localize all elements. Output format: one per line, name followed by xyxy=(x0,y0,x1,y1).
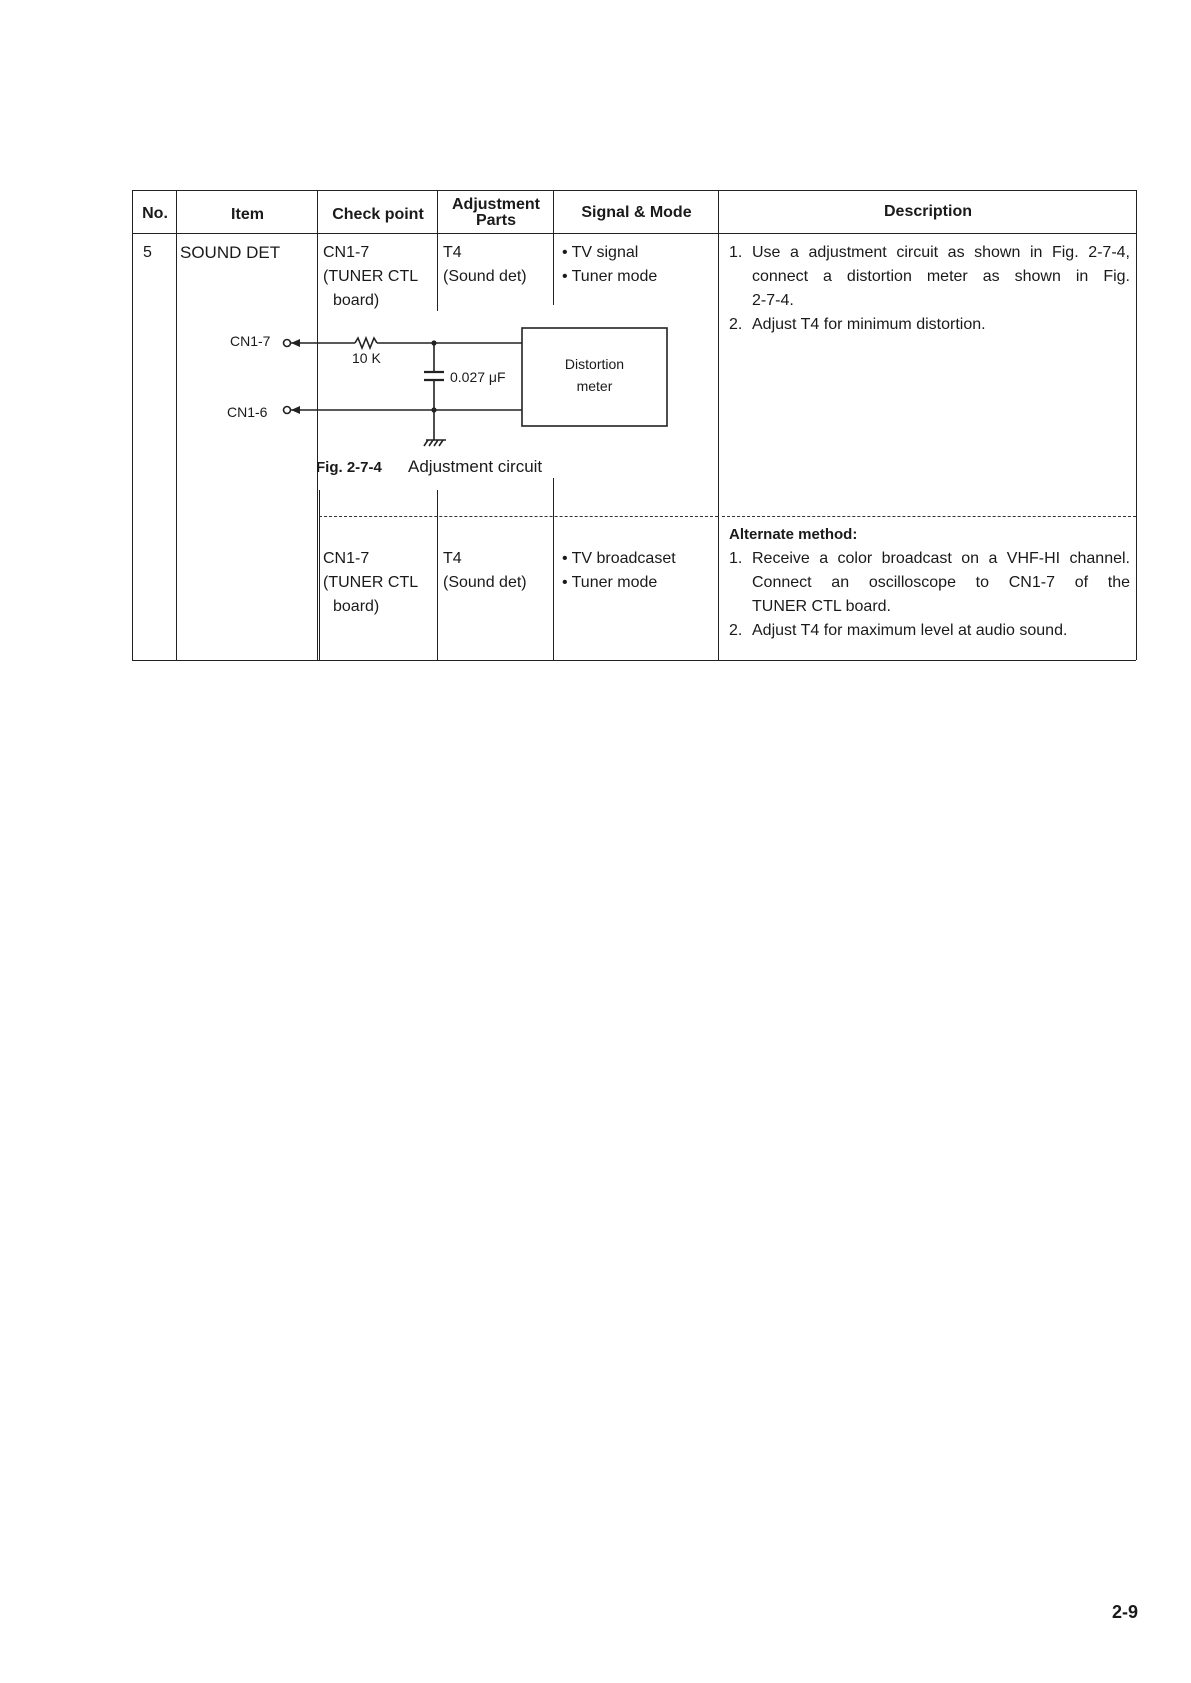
alt-step-2-line-1: Adjust T4 for maximum level at audio sound. xyxy=(752,622,1068,639)
adj-parts-line-1: T4 xyxy=(443,244,462,261)
meter-label-line-2: meter xyxy=(576,378,613,394)
alt-adj-parts-line-1: T4 xyxy=(443,550,462,567)
figure-caption-number: Fig. 2-7-4 xyxy=(316,459,382,476)
alt-step-1-line-1: Receive a color broadcast on a VHF-HI channel. xyxy=(752,550,1130,567)
arrow-top-icon xyxy=(291,339,300,347)
row-item: SOUND DET xyxy=(180,243,281,262)
alternate-method-title: Alternate method: xyxy=(729,526,858,543)
signal-mode-item-1: • TV signal xyxy=(562,243,638,263)
desc-step-1-line-1: Use a adjustment circuit as shown in Fig. 2-7-4, xyxy=(752,244,1130,261)
alt-step-1-number: 1. xyxy=(729,550,743,567)
alt-step-1-line-2: Connect an oscilloscope to CN1-7 of the xyxy=(752,574,1130,591)
header-adjustment-label: Adjustment xyxy=(452,196,540,213)
terminal-label-cn1-6: CN1-6 xyxy=(227,404,268,420)
alt-signal-mode-item-1: • TV broadcaset xyxy=(562,549,676,569)
desc-step-1-number: 1. xyxy=(729,244,743,261)
check-point-line-1: CN1-7 xyxy=(323,244,370,261)
check-point-line-2: (TUNER CTL xyxy=(323,268,419,285)
terminal-cn1-6-icon xyxy=(284,407,291,414)
header-signal-mode: Signal & Mode xyxy=(581,204,692,221)
row-number: 5 xyxy=(143,244,152,261)
arrow-bottom-icon xyxy=(291,406,300,414)
header-parts-label: Parts xyxy=(475,212,517,229)
desc-step-1-line-2: connect a distortion meter as shown in Fig. xyxy=(752,268,1130,285)
alt-step-1-line-3: TUNER CTL board. xyxy=(752,598,891,615)
resistor-label: 10 K xyxy=(352,350,381,366)
meter-label-line-1: Distortion xyxy=(564,356,625,372)
adj-parts-line-2: (Sound det) xyxy=(443,268,527,285)
check-point-line-3: board) xyxy=(333,292,380,309)
resistor-icon xyxy=(355,338,377,348)
alt-check-point-line-3: board) xyxy=(333,598,380,615)
alt-check-point-line-2: (TUNER CTL xyxy=(323,574,419,591)
desc-step-2-number: 2. xyxy=(729,316,743,333)
desc-step-1-line-3: 2-7-4. xyxy=(752,292,794,309)
desc-step-2-line-1: Adjust T4 for minimum distortion. xyxy=(752,316,986,333)
header-item: Item xyxy=(231,206,264,223)
alt-signal-mode-item-2: • Tuner mode xyxy=(562,573,657,593)
terminal-cn1-7-icon xyxy=(284,340,291,347)
header-no: No. xyxy=(142,205,168,222)
figure-caption-text: Adjustment circuit xyxy=(408,457,543,476)
header-description: Description xyxy=(883,203,972,220)
terminal-label-cn1-7: CN1-7 xyxy=(230,333,271,349)
circuit-diagram xyxy=(0,0,1191,700)
alt-step-2-number: 2. xyxy=(729,622,743,639)
alt-adj-parts-line-2: (Sound det) xyxy=(443,574,527,591)
signal-mode-item-2: • Tuner mode xyxy=(562,267,657,287)
capacitor-label: 0.027 μF xyxy=(450,369,506,385)
header-check-point: Check point xyxy=(332,206,424,223)
page-number: 2-9 xyxy=(1112,1602,1139,1622)
alt-check-point-line-1: CN1-7 xyxy=(323,550,370,567)
